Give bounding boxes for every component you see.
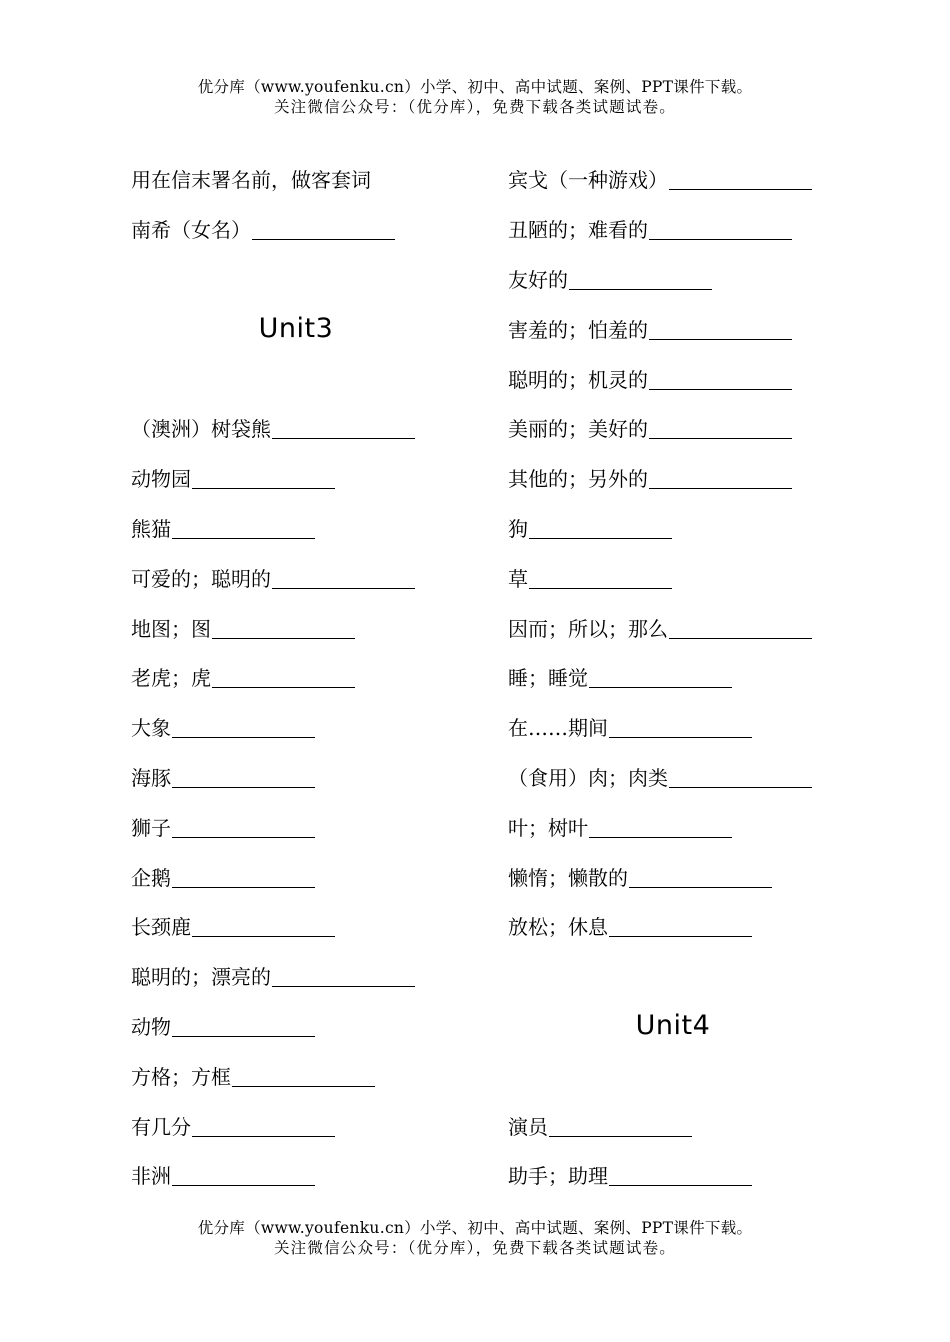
spacer	[131, 353, 511, 403]
vocab-prompt: 害羞的；怕羞的	[508, 317, 648, 342]
spacer	[131, 254, 511, 304]
vocab-item	[131, 1100, 511, 1150]
vocab-item	[131, 602, 511, 652]
answer-blank[interactable]	[192, 1114, 335, 1137]
answer-blank[interactable]	[192, 914, 335, 937]
spacer	[508, 1050, 888, 1100]
vocab-prompt: 熊猫	[131, 516, 171, 541]
vocab-item	[131, 204, 511, 254]
vocab-prompt: 可爱的；聪明的	[131, 566, 271, 591]
vocab-prompt: 懒惰；懒散的	[508, 865, 628, 890]
answer-blank[interactable]	[172, 715, 315, 738]
answer-blank[interactable]	[609, 914, 752, 937]
vocab-prompt: 大象	[131, 716, 171, 741]
answer-blank[interactable]	[272, 416, 415, 439]
vocab-item	[508, 403, 888, 453]
vocab-prompt: 方格；方框	[131, 1064, 231, 1089]
vocab-prompt: 有几分	[131, 1114, 191, 1139]
vocab-item	[508, 503, 888, 553]
vocab-item	[508, 1150, 888, 1200]
vocab-prompt: （食用）肉；肉类	[508, 765, 668, 790]
vocab-item	[508, 204, 888, 254]
banner-line-2: 关注微信公众号：（优分库），免费下载各类试题试卷。	[273, 1239, 676, 1257]
answer-blank[interactable]	[172, 1163, 315, 1186]
vocab-item	[508, 752, 888, 802]
vocab-prompt: 海豚	[131, 765, 171, 790]
vocab-prompt: 其他的；另外的	[508, 467, 648, 492]
answer-blank[interactable]	[172, 1014, 315, 1037]
answer-blank[interactable]	[629, 865, 772, 888]
vocab-prompt: 非洲	[131, 1164, 171, 1189]
answer-blank[interactable]	[212, 665, 355, 688]
answer-blank[interactable]	[272, 964, 415, 987]
vocab-prompt: 草	[508, 566, 528, 591]
vocab-item	[508, 652, 888, 702]
answer-blank[interactable]	[609, 715, 752, 738]
vocab-item	[508, 901, 888, 951]
answer-blank[interactable]	[192, 466, 335, 489]
vocab-item	[131, 552, 511, 602]
unit-heading: Unit3	[258, 312, 334, 344]
unit-heading-row	[508, 1001, 838, 1051]
answer-blank[interactable]	[649, 466, 792, 489]
vocab-prompt: 南希（女名）	[131, 218, 251, 243]
vocab-item	[131, 901, 511, 951]
vocab-prompt: 友好的	[508, 267, 568, 292]
answer-blank[interactable]	[669, 167, 812, 190]
vocab-item	[508, 602, 888, 652]
banner-line-1: 优分库（www.youfenku.cn）小学、初中、高中试题、案例、PPT课件下载。	[197, 1219, 753, 1237]
footer-banner	[0, 1218, 950, 1258]
answer-blank[interactable]	[649, 217, 792, 240]
vocab-item	[131, 752, 511, 802]
vocab-prompt: 狮子	[131, 815, 171, 840]
answer-blank[interactable]	[272, 566, 415, 589]
vocab-item	[131, 503, 511, 553]
vocab-item	[131, 702, 511, 752]
vocab-prompt: 地图；图	[131, 616, 211, 641]
vocab-prompt: 因而；所以；那么	[508, 616, 668, 641]
vocab-prompt: 在……期间	[508, 716, 608, 741]
vocab-prompt: （澳洲）树袋熊	[131, 417, 271, 442]
answer-blank[interactable]	[172, 865, 315, 888]
vocab-prompt: 聪明的；机灵的	[508, 367, 648, 392]
vocab-item	[508, 702, 888, 752]
unit-heading-row	[131, 303, 461, 353]
answer-blank[interactable]	[212, 616, 355, 639]
vocab-item	[508, 552, 888, 602]
answer-blank[interactable]	[232, 1064, 375, 1087]
right-column	[508, 154, 888, 1200]
vocab-item	[508, 353, 888, 403]
answer-blank[interactable]	[649, 367, 792, 390]
vocab-item	[131, 1001, 511, 1051]
vocab-item	[131, 951, 511, 1001]
left-column	[131, 154, 511, 1200]
vocab-prompt: 演员	[508, 1114, 548, 1139]
vocab-prompt: 放松；休息	[508, 915, 608, 940]
answer-blank[interactable]	[569, 267, 712, 290]
vocab-prompt: 老虎；虎	[131, 666, 211, 691]
vocab-item	[508, 851, 888, 901]
vocab-item	[131, 403, 511, 453]
answer-blank[interactable]	[669, 765, 812, 788]
answer-blank[interactable]	[172, 516, 315, 539]
vocab-item	[508, 303, 888, 353]
vocab-prompt: 用在信末署名前，做客套词	[131, 168, 371, 193]
answer-blank[interactable]	[172, 765, 315, 788]
answer-blank[interactable]	[252, 217, 395, 240]
answer-blank[interactable]	[529, 566, 672, 589]
vocab-item	[131, 652, 511, 702]
answer-blank[interactable]	[549, 1114, 692, 1137]
answer-blank[interactable]	[589, 815, 732, 838]
answer-blank[interactable]	[669, 616, 812, 639]
vocab-prompt: 睡；睡觉	[508, 666, 588, 691]
vocab-item	[131, 851, 511, 901]
vocab-prompt: 助手；助理	[508, 1164, 608, 1189]
vocab-prompt: 动物园	[131, 467, 191, 492]
unit-heading: Unit4	[635, 1009, 711, 1041]
vocab-prompt: 叶；树叶	[508, 815, 588, 840]
answer-blank[interactable]	[649, 317, 792, 340]
vocab-item	[508, 801, 888, 851]
vocab-item	[131, 1050, 511, 1100]
header-banner	[0, 77, 950, 117]
vocab-prompt: 狗	[508, 516, 528, 541]
vocab-item	[131, 453, 511, 503]
answer-blank[interactable]	[649, 416, 792, 439]
vocab-item	[131, 801, 511, 851]
vocab-prompt: 长颈鹿	[131, 915, 191, 940]
answer-blank[interactable]	[172, 815, 315, 838]
answer-blank[interactable]	[609, 1163, 752, 1186]
vocab-prompt: 企鹅	[131, 865, 171, 890]
vocab-prompt: 美丽的；美好的	[508, 417, 648, 442]
spacer	[508, 951, 888, 1001]
vocab-prompt: 宾戈（一种游戏）	[508, 168, 668, 193]
vocab-prompt: 聪明的；漂亮的	[131, 965, 271, 990]
vocab-note	[131, 154, 511, 204]
vocab-item	[131, 1150, 511, 1200]
vocab-prompt: 丑陋的；难看的	[508, 218, 648, 243]
answer-blank[interactable]	[589, 665, 732, 688]
banner-line-2: 关注微信公众号：（优分库），免费下载各类试题试卷。	[273, 98, 676, 116]
vocab-item	[508, 453, 888, 503]
vocab-prompt: 动物	[131, 1014, 171, 1039]
vocab-item	[508, 154, 888, 204]
vocab-item	[508, 1100, 888, 1150]
answer-blank[interactable]	[529, 516, 672, 539]
banner-line-1: 优分库（www.youfenku.cn）小学、初中、高中试题、案例、PPT课件下载。	[197, 78, 753, 96]
vocab-item	[508, 254, 888, 304]
